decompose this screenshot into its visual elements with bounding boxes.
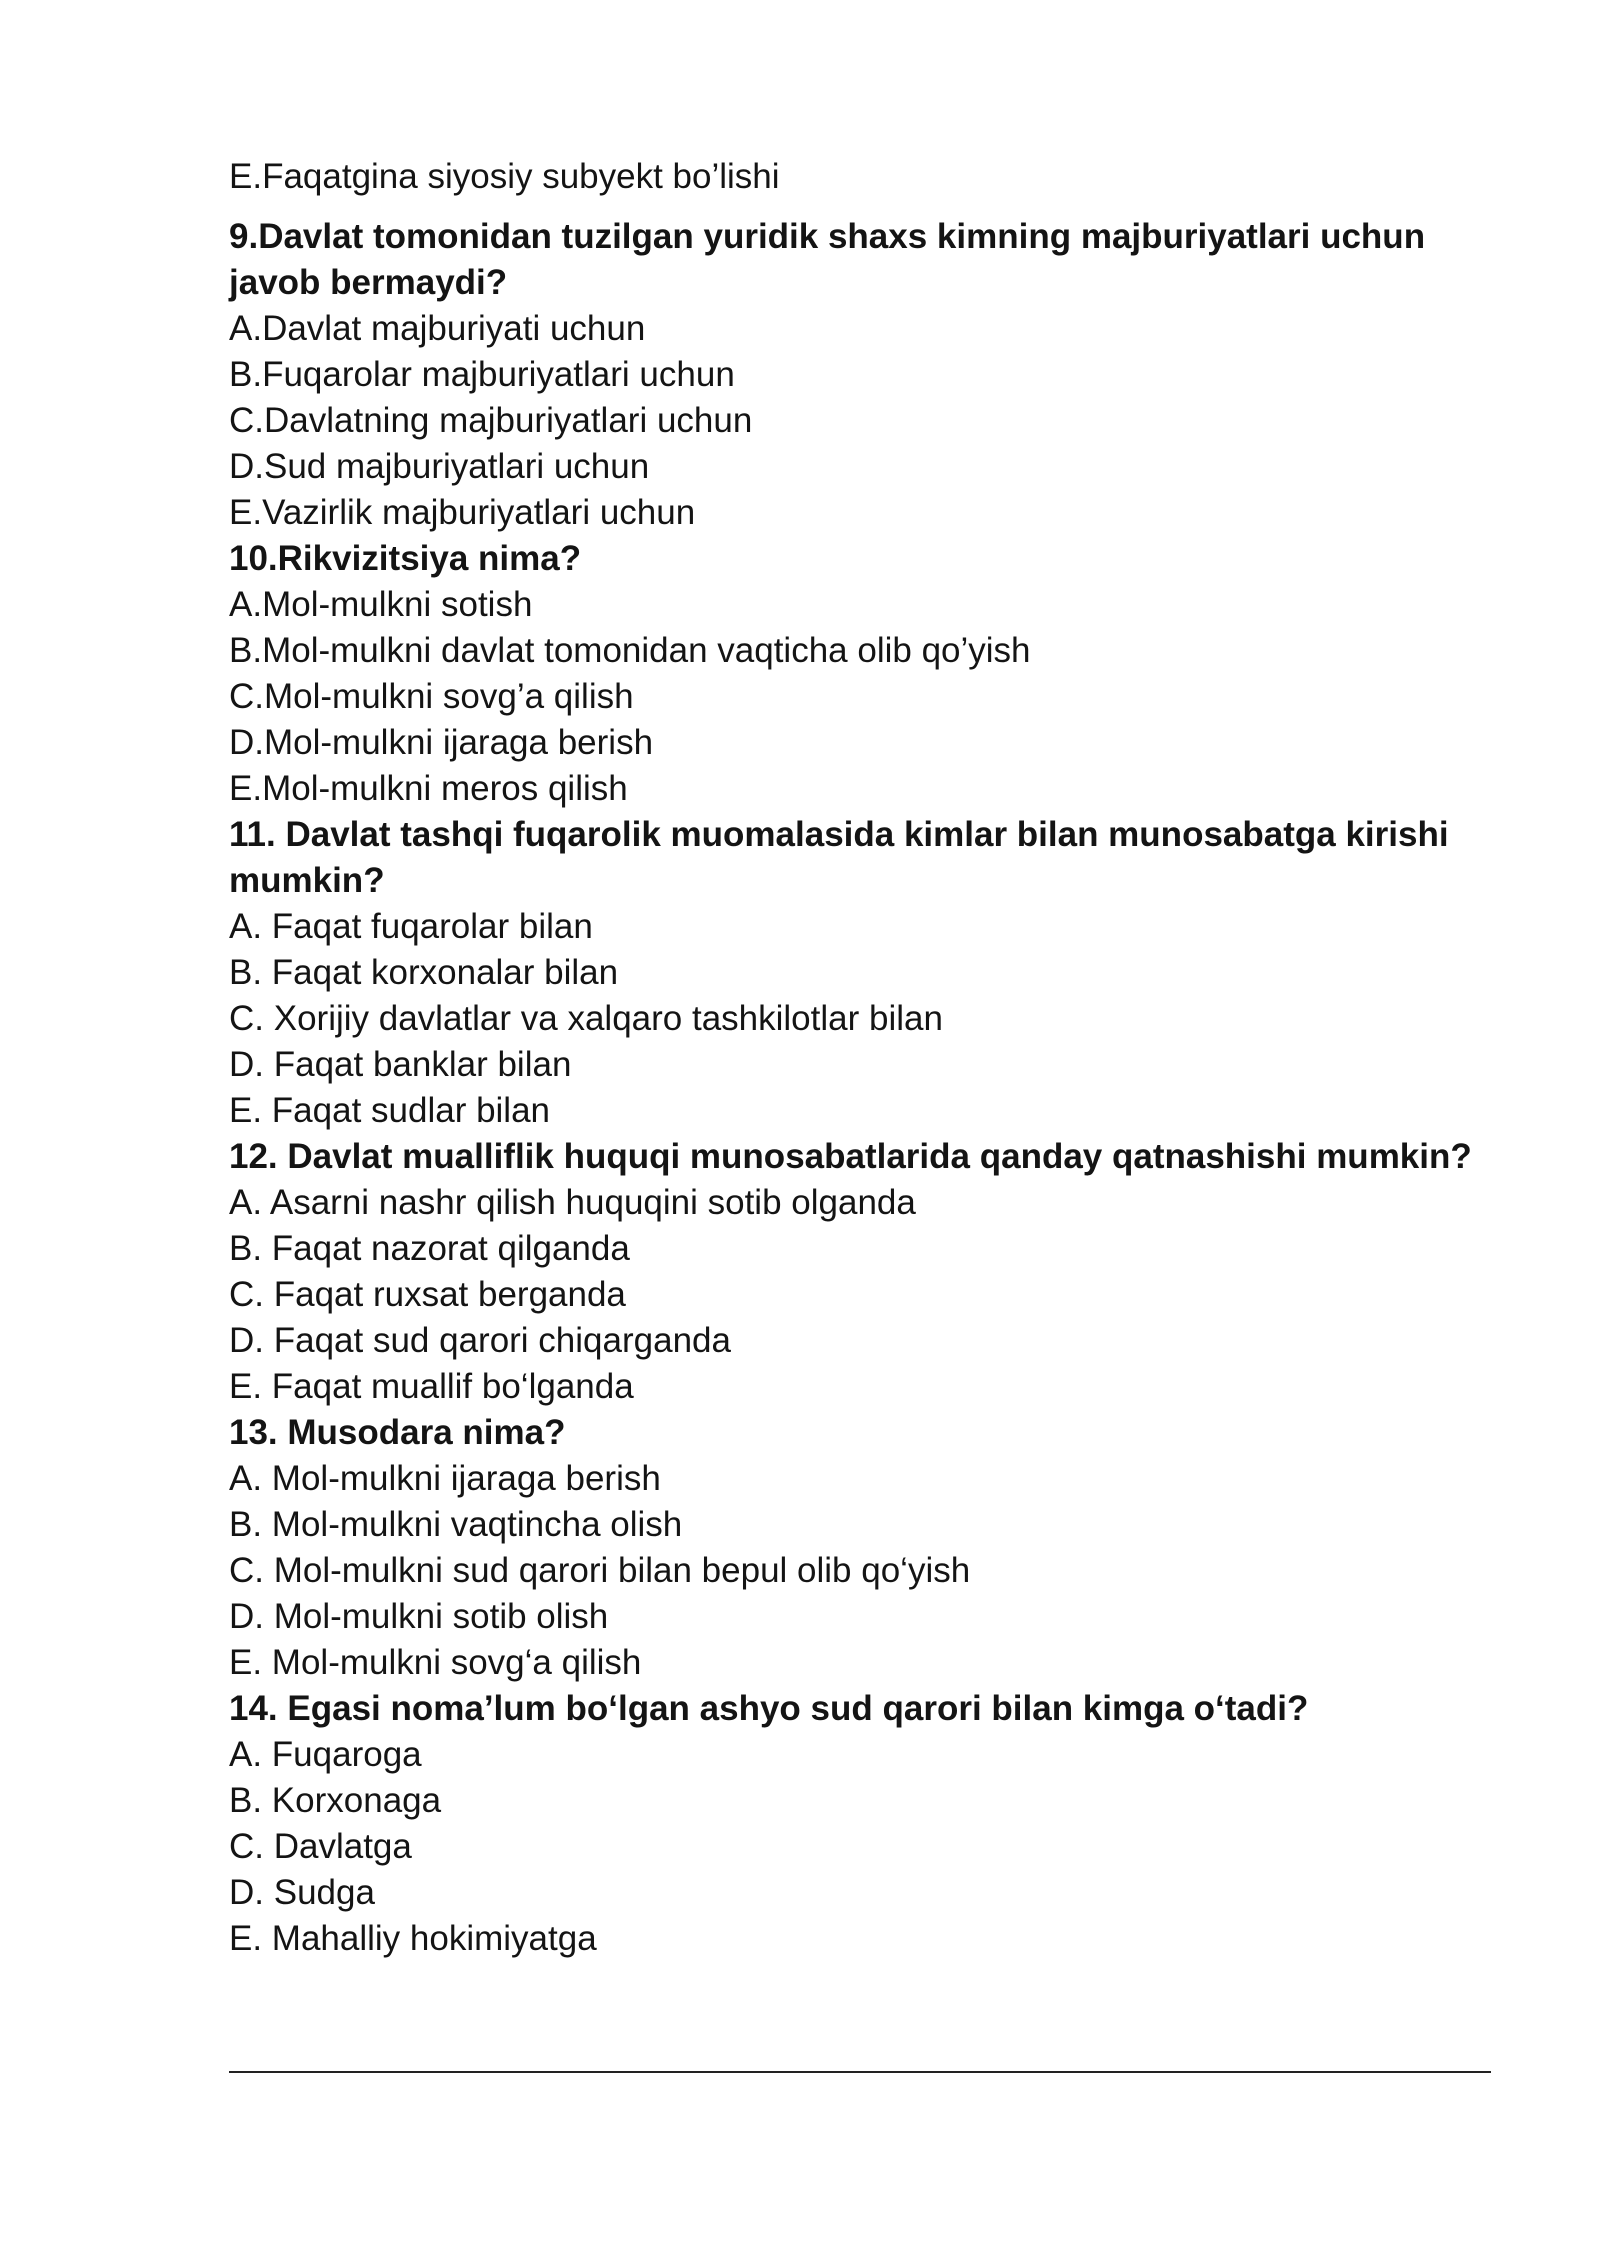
answer-option: D.Mol-mulkni ijaraga berish bbox=[229, 723, 654, 762]
answer-option: E. Faqat muallif bo‘lganda bbox=[229, 1367, 634, 1406]
answer-option: E. Mahalliy hokimiyatga bbox=[229, 1919, 597, 1958]
question-block bbox=[229, 1134, 1489, 1410]
answer-option: A. Fuqaroga bbox=[229, 1735, 422, 1774]
question-block bbox=[229, 812, 1489, 1134]
answer-option: D.Sud majburiyatlari uchun bbox=[229, 447, 650, 486]
question-text: 10.Rikvizitsiya nima? bbox=[229, 539, 582, 578]
answer-option: A. Asarni nashr qilish huquqini sotib olganda bbox=[229, 1183, 916, 1222]
question-text: 14. Egasi noma’lum bo‘lgan ashyo sud qarori bilan kimga o‘tadi? bbox=[229, 1689, 1309, 1728]
footer-divider bbox=[229, 2071, 1491, 2073]
question-block bbox=[229, 536, 1489, 812]
answer-option: C.Davlatning majburiyatlari uchun bbox=[229, 401, 753, 440]
question-text: 13. Musodara nima? bbox=[229, 1413, 566, 1452]
answer-option: B. Mol-mulkni vaqtincha olish bbox=[229, 1505, 683, 1544]
answer-option: E. Mol-mulkni sovg‘a qilish bbox=[229, 1643, 642, 1682]
answer-option: E. Faqat sudlar bilan bbox=[229, 1091, 551, 1130]
answer-option: B. Faqat korxonalar bilan bbox=[229, 953, 619, 992]
answer-option: B.Fuqarolar majburiyatlari uchun bbox=[229, 355, 735, 394]
answer-option: B.Mol-mulkni davlat tomonidan vaqticha olib qo’yish bbox=[229, 631, 1031, 670]
question-block bbox=[229, 214, 1489, 536]
answer-option: E.Vazirlik majburiyatlari uchun bbox=[229, 493, 696, 532]
question-text: 9.Davlat tomonidan tuzilgan yuridik shaxs kimning majburiyatlari uchun javob bermaydi? bbox=[229, 217, 1426, 302]
answer-option: C. Davlatga bbox=[229, 1827, 412, 1866]
answer-option: D. Mol-mulkni sotib olish bbox=[229, 1597, 609, 1636]
answer-option: C. Mol-mulkni sud qarori bilan bepul olib qo‘yish bbox=[229, 1551, 971, 1590]
answer-option: D. Faqat sud qarori chiqarganda bbox=[229, 1321, 731, 1360]
answer-option: B. Faqat nazorat qilganda bbox=[229, 1229, 630, 1268]
question-block bbox=[229, 1410, 1489, 1686]
answer-option: D. Sudga bbox=[229, 1873, 375, 1912]
question-block bbox=[229, 1686, 1489, 1962]
answer-option: A.Mol-mulkni sotish bbox=[229, 585, 533, 624]
answer-option: C. Faqat ruxsat berganda bbox=[229, 1275, 626, 1314]
answer-option: A. Faqat fuqarolar bilan bbox=[229, 907, 593, 946]
answer-option: C.Mol-mulkni sovg’a qilish bbox=[229, 677, 634, 716]
answer-option: A.Davlat majburiyati uchun bbox=[229, 309, 646, 348]
answer-option: A. Mol-mulkni ijaraga berish bbox=[229, 1459, 661, 1498]
answer-option: E.Mol-mulkni meros qilish bbox=[229, 769, 628, 808]
carry-over-option: E.Faqatgina siyosiy subyekt bo’lishi bbox=[229, 157, 780, 196]
question-text: 12. Davlat mualliflik huquqi munosabatlarida qanday qatnashishi mumkin? bbox=[229, 1137, 1472, 1176]
answer-option: D. Faqat banklar bilan bbox=[229, 1045, 572, 1084]
question-text: 11. Davlat tashqi fuqarolik muomalasida kimlar bilan munosabatga kirishi mumkin? bbox=[229, 815, 1449, 900]
document-body bbox=[229, 154, 1489, 1962]
answer-option: B. Korxonaga bbox=[229, 1781, 442, 1820]
answer-option: C. Xorijiy davlatlar va xalqaro tashkilotlar bilan bbox=[229, 999, 943, 1038]
